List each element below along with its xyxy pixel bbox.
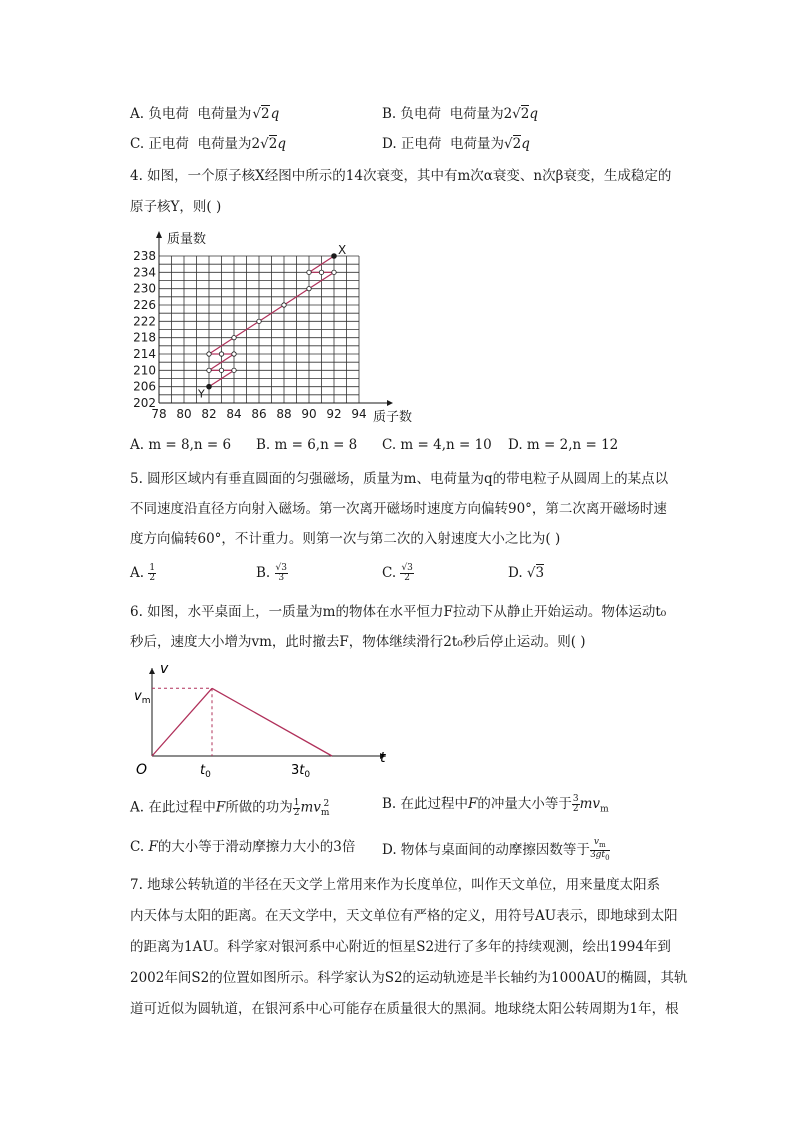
q5-option-d: D. √3 (508, 565, 545, 581)
vt-xlabel: t (380, 750, 386, 766)
q6-option-b: B. 在此过程中F的冲量大小等于 $\frac{3}{2}$ $mv_m$ (382, 794, 609, 815)
decay-y-tick-label: 206 (133, 379, 156, 394)
q3-option-c: C. 正电荷 电荷量为2√2q (130, 136, 286, 152)
nucleus-point (232, 352, 236, 356)
decay-xlabel: 质子数 (373, 410, 413, 425)
nucleus-point (307, 270, 311, 274)
decay-y-tick-label: 238 (133, 249, 156, 263)
nucleus-point (332, 270, 336, 274)
decay-x-tick-label: 82 (201, 407, 217, 421)
vt-ytick-vm: $v_m$ (134, 689, 151, 706)
q6-option-d: D. 物体与桌面间的动摩擦因数等于 $\frac{v_m}{3gt_0}$ (382, 837, 610, 862)
q6-stem-line-1: 6. 如图，水平桌面上，一质量为m的物体在水平恒力F拉动下从静止开始运动。物体运动t₀ (130, 604, 667, 620)
q4-option-c: C. m = 4,n = 10 (382, 437, 492, 453)
q4-stem-line-1: 4. 如图，一个原子核X经图中所示的14次衰变，其中有m次α衰变、n次β衰变，生成稳定的 (130, 168, 672, 184)
nucleus-point (332, 254, 337, 259)
q4-stem-line-2: 原子核Y，则( ) (130, 199, 222, 215)
decay-labels (133, 231, 412, 425)
vt-ylabel: v (160, 661, 169, 677)
q3-option-d: D. 正电荷 电荷量为√2q (382, 136, 530, 152)
decay-x-tick-label: 86 (251, 407, 267, 421)
decay-ylabel: 质量数 (167, 232, 207, 247)
q4-option-b: B. m = 6,n = 8 (256, 437, 358, 453)
q4-option-a: A. m = 8,n = 6 (130, 437, 232, 453)
decay-grid (159, 256, 359, 403)
decay-x-tick-label: 90 (301, 407, 317, 421)
decay-y-tick-label: 226 (133, 298, 156, 312)
end-label-y: Y (198, 387, 205, 401)
q7-stem-line-3: 的距离为1AU。科学家对银河系中心附近的恒星S2进行了多年的持续观测，绘出1994年到 (130, 939, 671, 955)
nucleus-point (219, 352, 223, 356)
vt-segment (212, 688, 332, 756)
nucleus-point (207, 368, 211, 372)
q6-option-c: C. F的大小等于滑动摩擦力大小的3倍 (130, 839, 356, 855)
q5-option-c: C. $\frac{√3}{2}$ (382, 563, 413, 583)
nucleus-point (282, 303, 286, 307)
nucleus-point (219, 368, 223, 372)
decay-x-tick-label: 92 (326, 407, 342, 421)
decay-x-tick-label: 80 (176, 407, 192, 421)
decay-x-tick-label: 84 (226, 407, 242, 421)
q7-stem-line-4: 2002年间S2的位置如图所示。科学家认为S2的运动轨迹是半长轴约为1000AU的椭圆，其轨 (130, 970, 688, 986)
q3-option-b: B. 负电荷 电荷量为2√2q (382, 106, 539, 122)
nucleus-point (232, 335, 236, 339)
q5-option-b: B. $\frac{√3}{3}$ (256, 563, 287, 583)
q6-option-a: A. 在此过程中F所做的功为 $\frac{1}{2}$ $mv_m^2$ (130, 797, 330, 819)
decay-y-arrow (156, 231, 162, 238)
decay-chart (125, 226, 425, 426)
vt-series (152, 688, 332, 756)
q7-stem-line-5: 道可近似为圆轨道，在银河系中心可能存在质量很大的黑洞。地球绕太阳公转周期为1年，根 (130, 1001, 679, 1017)
start-label-x: X (338, 243, 347, 257)
nucleus-point (257, 319, 261, 323)
decay-x-tick-label: 88 (276, 407, 292, 421)
nucleus-point (207, 352, 211, 356)
vt-chart (130, 660, 410, 780)
decay-y-tick-label: 218 (133, 330, 156, 345)
decay-y-tick-label: 230 (133, 281, 156, 296)
nucleus-point (307, 286, 311, 290)
decay-y-tick-label: 234 (133, 265, 156, 280)
nucleus-point (319, 270, 323, 274)
q6-stem-line-2: 秒后，速度大小增为vm，此时撤去F，物体继续滑行2t₀秒后停止运动。则( ) (130, 634, 586, 650)
vt-segment (152, 688, 212, 756)
decay-y-tick-label: 222 (133, 314, 156, 329)
q7-stem-line-1: 7. 地球公转轨道的半径在天文学上常用来作为长度单位，叫作天文单位，用来量度太阳系 (130, 877, 661, 893)
decay-y-tick-label: 202 (133, 396, 156, 410)
decay-x-tick-label: 94 (351, 407, 367, 421)
nucleus-point (232, 368, 236, 372)
q4-option-d: D. m = 2,n = 12 (508, 437, 619, 453)
q7-stem-line-2: 内天体与太阳的距离。在天文学中，天文单位有严格的定义，用符号AU表示，即地球到太阳 (130, 908, 678, 924)
decay-axes (156, 231, 393, 406)
q5-option-a: A. $\frac{1}{2}$ (130, 563, 156, 583)
decay-x-tick-label: 78 (151, 407, 167, 421)
q3-option-a: A. 负电荷 电荷量为√2q (130, 106, 280, 122)
decay-x-arrow (387, 400, 393, 406)
vt-xtick-3t0: $3t_0$ (291, 763, 311, 780)
vt-origin: O (136, 762, 148, 778)
q5-stem-line-1: 5. 圆形区域内有垂直圆面的匀强磁场，质量为m、电荷量为q的带电粒子从圆周上的某点以 (130, 471, 669, 487)
nucleus-point (207, 384, 212, 389)
vt-xtick-t0: $t_0$ (200, 763, 211, 780)
decay-y-tick-label: 210 (133, 363, 156, 378)
q5-stem-line-3: 度方向偏转60°，不计重力。则第一次与第二次的入射速度大小之比为( ) (130, 531, 561, 547)
decay-y-tick-label: 214 (133, 347, 156, 361)
q5-stem-line-2: 不同速度沿直径方向射入磁场。第一次离开磁场时速度方向偏转90°，第二次离开磁场时速 (130, 501, 667, 517)
